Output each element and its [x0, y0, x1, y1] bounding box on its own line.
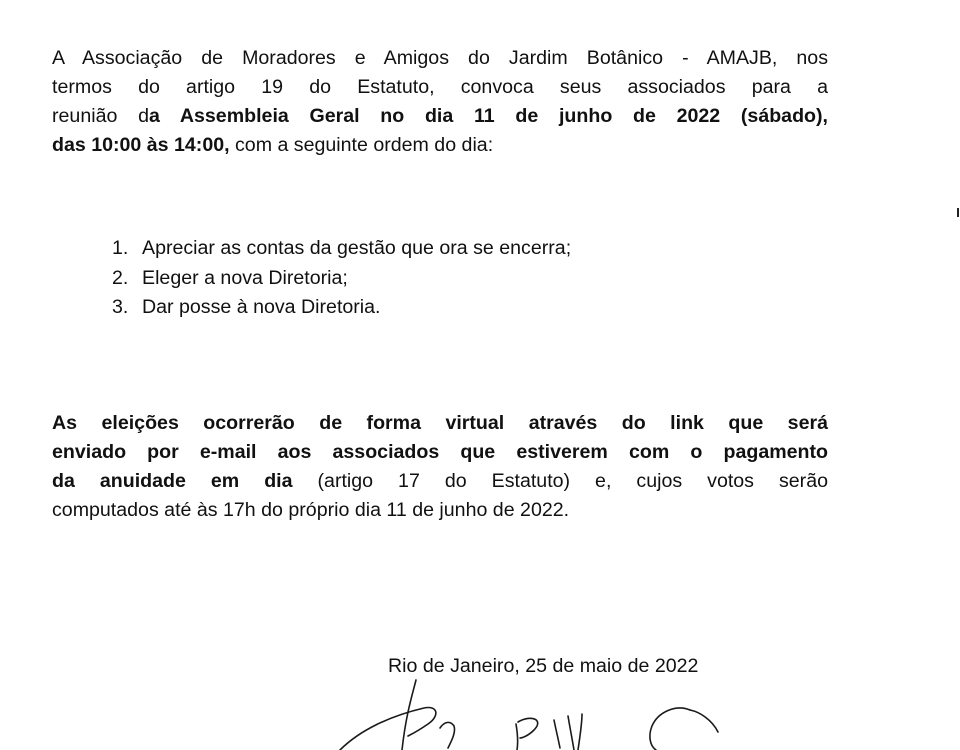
assembly-date-emphasis: a Assembleia Geral no dia 11 de junho de 2022 (sábado),: [148, 105, 828, 127]
elections-line-4: computados até às 17h do próprio dia 11 de junho de 2022.: [52, 499, 570, 521]
convocation-line-1: A Associação de Moradores e Amigos do Jardim Botânico - AMAJB, nos: [52, 47, 828, 69]
elections-line-3-text: (artigo 17 do Estatuto) e, cujos votos serão: [292, 470, 828, 492]
convocation-line-3-text: reunião d: [52, 105, 149, 127]
agenda-item-text: Dar posse à nova Diretoria.: [142, 296, 381, 318]
elections-line-3: [52, 467, 828, 496]
elections-line-2: [52, 438, 828, 467]
dues-emphasis: da anuidade em dia: [52, 470, 293, 492]
convocation-paragraph: [52, 44, 828, 160]
elections-line-2-bold: enviado por e-mail aos associados que estiverem com o pagamento: [52, 441, 828, 463]
assembly-time-emphasis: das 10:00 às 14:00,: [52, 134, 230, 156]
agenda-item: [112, 264, 571, 294]
convocation-line-2: termos do artigo 19 do Estatuto, convoca seus associados para a: [52, 76, 828, 98]
scan-mark: [957, 208, 959, 217]
convocation-line-4-text: com a seguinte ordem do dia:: [229, 134, 494, 156]
agenda-item-number: 1.: [112, 237, 129, 259]
agenda-item-number: 3.: [112, 296, 129, 318]
agenda-item: [112, 234, 571, 264]
elections-line-1-bold: As eleições ocorrerão de forma virtual através do link que será: [52, 412, 828, 434]
handwritten-signature: [320, 676, 740, 750]
agenda-item: [112, 293, 571, 323]
agenda-item-text: Eleger a nova Diretoria;: [142, 266, 348, 289]
convocation-line-3: [52, 102, 828, 131]
elections-line-1: [52, 409, 828, 438]
convocation-line-4: [52, 131, 828, 160]
agenda-list: [112, 234, 571, 323]
agenda-item-number: 2.: [112, 266, 129, 289]
agenda-item-text: Apreciar as contas da gestão que ora se encerra;: [142, 237, 572, 259]
elections-paragraph: [52, 409, 828, 525]
place-and-date: Rio de Janeiro, 25 de maio de 2022: [388, 655, 699, 677]
